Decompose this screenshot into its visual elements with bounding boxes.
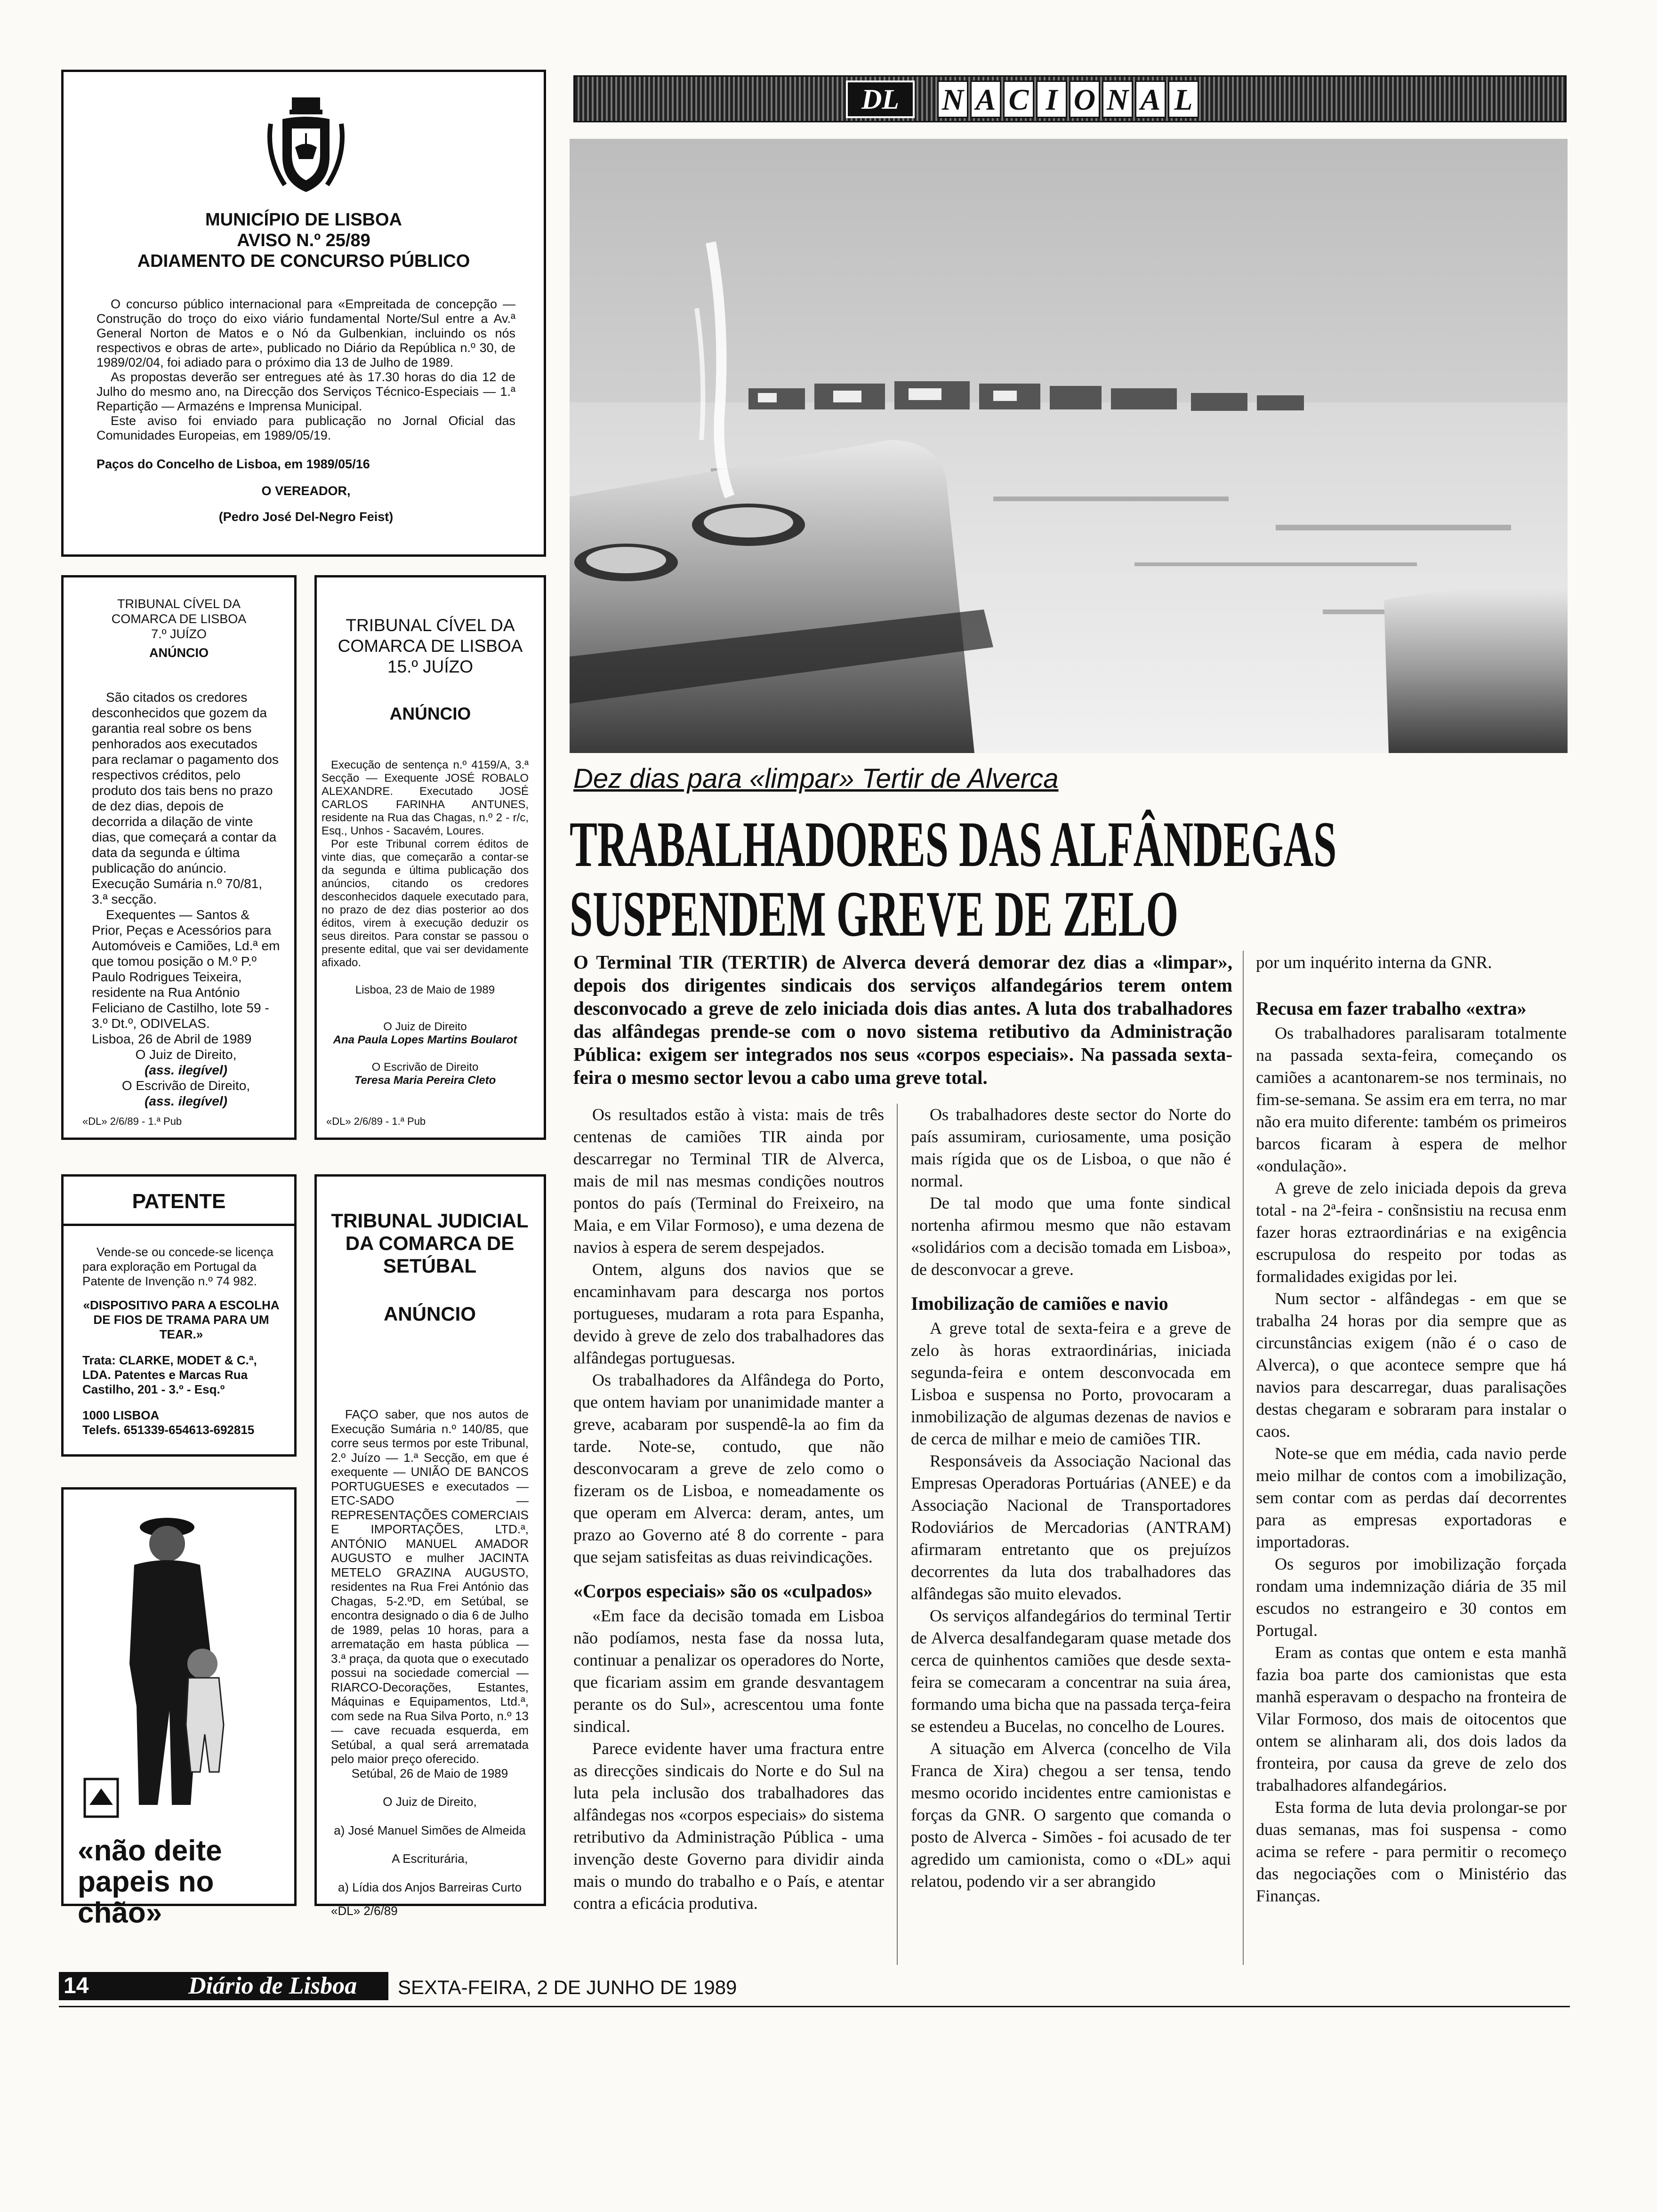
section-letter: C [1003,80,1034,118]
tribunal7-judge-sig: (ass. ilegível) [145,1063,227,1077]
section-letter: A [1135,80,1166,118]
ad-municipio [61,70,546,557]
col2-paragraph: A situação em Alverca (concelho de Vila Franca de Xira) chegou a ser tensa, tendo mesmo ocorido incidentes entre camionistas e forças da GNR. O sargento que comanda o posto de Alverca - Simões - foi acusado de ter agredido um camionista, como o «DL» aqui relatou, podendo vir a ser abrangido [911,1739,1231,1891]
col1-paragraph: Ontem, alguns dos navios que se encaminhavam para descarga nos portos portugueses, mudaram a rota para Espanha, devido à greve de zelo dos trabalhadores das alfândegas portuguesas. [573,1260,884,1367]
municipio-signer-role: O VEREADOR, [261,484,351,498]
truck-terminal-photo [570,139,1568,753]
col3-paragraph: Os trabalhadores paralisaram totalmente na passada sexta-feira, começando os camiões a acantonarem-se nos terminais, no fim-se-semana. Se assim era em terra, no mar não era muito diferente: também os primeiros barcos ficaram à espera de melhor «ondulação». [1256,1024,1567,1175]
col3-paragraph: Note-se que em média, cada navio perde meio milhar de contos com a imobilização, sem contar com as perdas daí decorrentes para as empresas exportadoras e importadoras. [1256,1444,1567,1551]
setubal-clerk: A Escriturária, [392,1851,468,1866]
col1-paragraph: Parece evidente haver uma fractura entre as direcções sindicais do Norte e do Sul na luta pela inclusão dos trabalhadores das alfândegas nos «corpos especiais» do sistema retributivo da Administração Pública - uma invenção deste Governo para dividir ainda mais o mundo do trabalho e o País, e atentar contra a eficácia produtiva. [573,1739,884,1913]
patente-phones: Telefs. 651339-654613-692815 [82,1423,255,1437]
ad-campaign [61,1487,297,1929]
patente-city: 1000 LISBOA [82,1408,160,1422]
tribunal7-ref: «DL» 2/6/89 - 1.ª Pub [82,1115,182,1127]
col1-paragraph: Os resultados estão à vista: mais de três centenas de camiões TIR ainda por descarregar no Terminal TIR de Alverca, mais de mil nas mesmas condições noutros pontos do país (Terminal do Freixeiro, na Maia, e em Vilar Formoso), e uma dezena de navios à espera de serem despejados. [573,1105,884,1257]
setubal-date: Setúbal, 26 de Maio de 1989 [351,1766,508,1780]
municipio-body: O concurso público internacional para «Empreitada de concepção — Construção do troço do eixo viário fundamental Norte/Sul entre a Av.ª General Norton de Matos e o Nó da Gulbenkian, incluindo os nós respectivos e obras de arte», publicado no Diário da República n.º 30, de 1989/02/04, foi adiado para o próximo dia 13 de Julho de 1989. [97,297,515,369]
tribunal15-subtitle: 15.º JUÍZO [387,657,474,676]
section-letter: A [970,80,1001,118]
footer-masthead: Diário de Lisboa [188,1972,357,1999]
col2-paragraph: Os trabalhadores deste sector do Norte do país assumiram, curiosamente, uma posição mais rígida que os de Lisboa, o que não é normal. [911,1105,1231,1190]
patente-body: Vende-se ou concede-se licença para exploração em Portugal da Patente de Invenção n.º 74 982. [82,1245,273,1288]
column-divider [897,1104,898,1965]
section-letter: N [1102,80,1133,118]
tribunal15-body: Execução de sentença n.º 4159/A, 3.ª Secção — Exequente JOSÉ ROBALO ALEXANDRE. Executado JOSÉ CARLOS FARINHA ANTUNES, residente na Rua das Chagas, n.º 2 - r/c, Esq., Unhos - Sacavém, Loures. [322,759,529,837]
tribunal15-title: TRIBUNAL CÍVEL DA COMARCA DE LISBOA [338,616,523,656]
tribunal15-clerk: O Escrivão de Direito [371,1061,479,1074]
tribunal7-heading: ANÚNCIO [149,646,209,660]
lisbon-coat-of-arms-icon [266,96,346,199]
col3-paragraph: Eram as contas que ontem e esta manhã fazia boa parte dos camionistas que esta manhã esperavam o despacho na fronteira de Vilar Formoso, dos mais de oitocentos que ontem se alinharam ali, dos dois lados da fronteira, por causa da greve de zelo dos trabalhadores alfandegários. [1256,1643,1567,1795]
tribunal7-date: Lisboa, 26 de Abril de 1989 [92,1032,252,1046]
section-header-bar [573,75,1567,122]
article-lead-tail: por um inquérito interna da GNR. [1256,953,1492,972]
article-column-1 [573,1104,884,1915]
municipio-signer: (Pedro José Del-Negro Feist) [218,510,394,524]
tribunal7-clerk-sig: (ass. ilegível) [145,1094,227,1108]
col2-paragraph: Os serviços alfandegários do terminal Tertir de Alverca desalfandegaram quase metade dos cerca de quinhentos camiões que desde sexta-feira se comecaram a concentrar na suia área, formando uma bicha que na passada terça-feira se estendeu a Bucelas, no concelho de Loures. [911,1606,1231,1736]
col3-subhead: Recusa em fazer trabalho «extra» [1256,998,1527,1019]
setubal-judge: O Juiz de Direito, [383,1795,477,1809]
tribunal15-heading: ANÚNCIO [389,704,471,723]
section-title [937,80,1199,118]
setubal-clerk-sig: a) Lídia dos Anjos Barreiras Curto [338,1880,522,1894]
article-column-3 [1256,998,1567,1907]
col2-paragraph: A greve total de sexta-feira e a greve de zelo às horas extraordinárias, iniciada segunda-feira e ontem desconvocada em Lisboa e suspensa no Porto, provocaram a inmobilização de algumas dezenas de navios e de cerca de milhar e meio de camiões TIR. [911,1319,1231,1448]
col1-paragraph: «Em face da decisão tomada em Lisboa não podíamos, nesta fase da nossa luta, continuar a penalizar os operadores do Norte, que ficariam assim em grande desvantagem perante os do Sul», acrescentou uma fonte sindical. [573,1606,884,1736]
municipio-body-3: Este aviso foi enviado para publicação no Jornal Oficial das Comunidades Europeias, em 1989/05/19. [97,414,515,442]
article-photo [570,139,1568,753]
tribunal15-judge: O Juiz de Direito [383,1020,467,1033]
tribunal7-clerk: O Escrivão de Direito, [121,1078,250,1093]
ad-setubal [314,1174,546,1918]
municipio-heading: ADIAMENTO DE CONCURSO PÚBLICO [137,251,470,271]
municipio-body-2: As propostas deverão ser entregues até às 17.30 horas do dia 12 de Julho do mesmo ano, na Direcção dos Serviços Técnico-Especiais — 1.ª Repartição — Armazéns e Imprensa Municipal. [97,370,515,413]
municipio-title: MUNICÍPIO DE LISBOA [205,210,402,230]
article-headline [570,808,1337,950]
tribunal15-date: Lisboa, 23 de Maio de 1989 [355,984,495,996]
tribunal15-clerk-sig: Teresa Maria Pereira Cleto [354,1074,496,1087]
tribunal7-body-2: Exequentes — Santos & Prior, Peças e Acessórios para Automóveis e Camiões, Ld.ª em que tomou posição o M.º P.º Paulo Rodrigues Teixeira, residente na Rua António Feliciano de Castilho, lote 59 - 3.º Dt.º, ODIVELAS. [92,907,280,1031]
ad-patente [61,1174,297,1457]
col2-paragraph: Responsáveis da Associação Nacional das Empresas Operadoras Portuárias (ANEE) e da Associação Nacional de Transportadores Rodoviários de Mercadorias (ANTRAM) afirmaram entretanto que os prejuízos decorrentes da luta dos trabalhadores das alfândegas são muito elevados. [911,1451,1231,1603]
tribunal15-judge-sig: Ana Paula Lopes Martins Boularot [333,1034,517,1046]
col2-paragraph: De tal modo que uma fonte sindical nortenha afirmou mesmo que não estavam «solidários com a decisão tomada em Lisboa», de desconvocar a greve. [911,1194,1231,1279]
campaign-logo-icon [82,1777,120,1819]
page-number: 14 [64,1973,89,1998]
patente-quote: «DISPOSITIVO PARA A ESCOLHA DE FIOS DE TRAMA PARA UM TEAR.» [83,1298,280,1341]
patente-contact: Trata: CLARKE, MODET & C.ª, LDA. Patentes e Marcas Rua Castilho, 201 - 3.º - Esq.º [82,1353,257,1396]
tribunal7-title: TRIBUNAL CÍVEL DA COMARCA DE LISBOA [111,597,247,626]
col3-paragraph: Num sector - alfândegas - em que se trabalha 24 horas por dia sempre que as circunstâncias exigem (não é o caso de Alverca), o que acontece sempre que há navios para descarregar, duas paralisações destas chegaram e sobraram para instalar o caos. [1256,1289,1567,1441]
dl-logo: DL [846,80,915,118]
setubal-heading: ANÚNCIO [384,1303,476,1325]
man-and-child-photo [101,1508,257,1810]
article-column-2 [911,1104,1231,1892]
section-letter: O [1069,80,1100,118]
footer-date: SEXTA-FEIRA, 2 DE JUNHO DE 1989 [398,1976,737,1998]
col1-subhead: «Corpos especiais» são os «culpados» [573,1580,873,1602]
section-letter: L [1168,80,1199,118]
col3-paragraph: A greve de zelo iniciada depois da greva total - na 2ª-feira - cons̃nsistiu na recusa enm fazer horas eztraordinárias e na exigência escrupulosa do respeito por todas as formalidades exigidas por lei. [1256,1178,1567,1286]
col1-paragraph: Os trabalhadores da Alfândega do Porto, que ontem haviam por unanimidade manter a greve, acabaram por suspendê-la ao fim da tarde. Note-se, contudo, que não desconvocaram a greve de zelo como o fizeram os de Lisboa, e nomeadamente os que operam em Alverca: deram, antes, um prazo ao Governo até 8 do corrente - para que sejam satisfeitas as duas reivindicações. [573,1370,884,1566]
patente-title: PATENTE [132,1190,226,1213]
ad-tribunal-15 [314,575,546,1140]
tribunal15-body-2: Por este Tribunal correm éditos de vinte dias, que começarão a contar-se da segunda e última publicação dos anúncios, citando os credores desconhecidos daquele executado para, no prazo de dez dias posterior ao dos éditos, virem à execução deduzir os seus direitos. Para constar se passou o presente edital, que vai ser devidamente afixado. [322,838,529,969]
municipio-place-date: Paços do Concelho de Lisboa, em 1989/05/16 [97,457,370,471]
footer-rule [59,2006,1570,2007]
tribunal7-body: São citados os credores desconhecidos que gozem da garantia real sobre os bens penhorados aos executados para reclamar o pagamento dos respectivos créditos, pelo produto dos tais bens no prazo de dez dias, depois de decorrida a dilação de vinte dias, que começará a contar da data da segunda e última publicação do anúncio. Execução Sumária n.º 70/81, 3.ª secção. [92,690,279,906]
setubal-judge-sig: a) José Manuel Simões de Almeida [334,1823,526,1837]
setubal-title: TRIBUNAL JUDICIAL DA COMARCA DE SETÚBAL [331,1210,529,1277]
col2-subhead: Imobilização de camiões e navio [911,1293,1168,1314]
tribunal15-ref: «DL» 2/6/89 - 1.ª Pub [326,1115,426,1127]
setubal-body: FAÇO saber, que nos autos de Execução Sumária n.º 140/85, que corre seus termos por este Tribunal, 2.º Juízo — 1.ª Secção, em que é exequente — UNIÃO DE BANCOS PORTUGUESES e executados — ETC-SADO — REPRESENTAÇÕES COMERCIAIS E IMPORTAÇÕES, LTD.ª, ANTÓNIO MANUEL AMADOR AUGUSTO e mulher JACINTA METELO GRAZINA AUGUSTO, residentes na Rua Frei António das Chagas, 5-2.ºD, em Setúbal, se encontra designado o dia 6 de Julho de 1989, pelas 10 horas, para a arrematação em hasta pública — 3.ª praça, da quota que o executado possui na sociedade comercial — RIARCO-Decorações, Estantes, Máquinas e Equipamentos, Ltd.ª, com sede na Rua Silva Porto, n.º 13 — cave recuada esquerda, em Setúbal, a qual será arrematada pelo maior preço oferecido. [331,1407,529,1766]
section-letter: N [937,80,968,118]
section-letter: I [1036,80,1067,118]
article-lead: O Terminal TIR (TERTIR) de Alverca deverá demorar dez dias a «limpar», depois dos dirigentes sindicais dos serviços alfandegários terem ontem desconvocado a greve de zelo iniciada dois dias antes. A luta dos trabalhadores das alfândegas prende-se com o novo sistema retibutivo da Administração Pública: exigem ser integrados nos seus «corpos especiais». Na passada sexta-feira o mesmo sector levou a cabo uma greve total. [573,951,1232,1088]
campaign-slogan: «não deite papeis no chão» [78,1835,222,1929]
headline-line-2: SUSPENDEM GREVE DE ZELO [570,878,1179,950]
col3-paragraph: Esta forma de luta devia prolongar-se por duas semanas, mas foi suspensa - como acima se refere - para permitir o recomeço das negociações com o Ministério das Finanças. [1256,1798,1567,1905]
setubal-ref: «DL» 2/6/89 [331,1904,398,1918]
column-divider [1243,951,1244,1965]
col3-paragraph: Os seguros por imobilização forçada rondam uma indemnização diária de 35 mil escudos no estrangeiro e 30 contos em Portugal. [1256,1555,1567,1640]
headline-line-1: TRABALHADORES DAS ALFÂNDEGAS [570,808,1337,880]
article-kicker: Dez dias para «limpar» Tertir de Alverca [573,763,1059,794]
tribunal7-subtitle: 7.º JUÍZO [151,627,207,641]
tribunal7-judge: O Juiz de Direito, [135,1047,237,1062]
municipio-subtitle: AVISO N.º 25/89 [237,231,370,250]
ad-tribunal-7 [61,575,297,1140]
